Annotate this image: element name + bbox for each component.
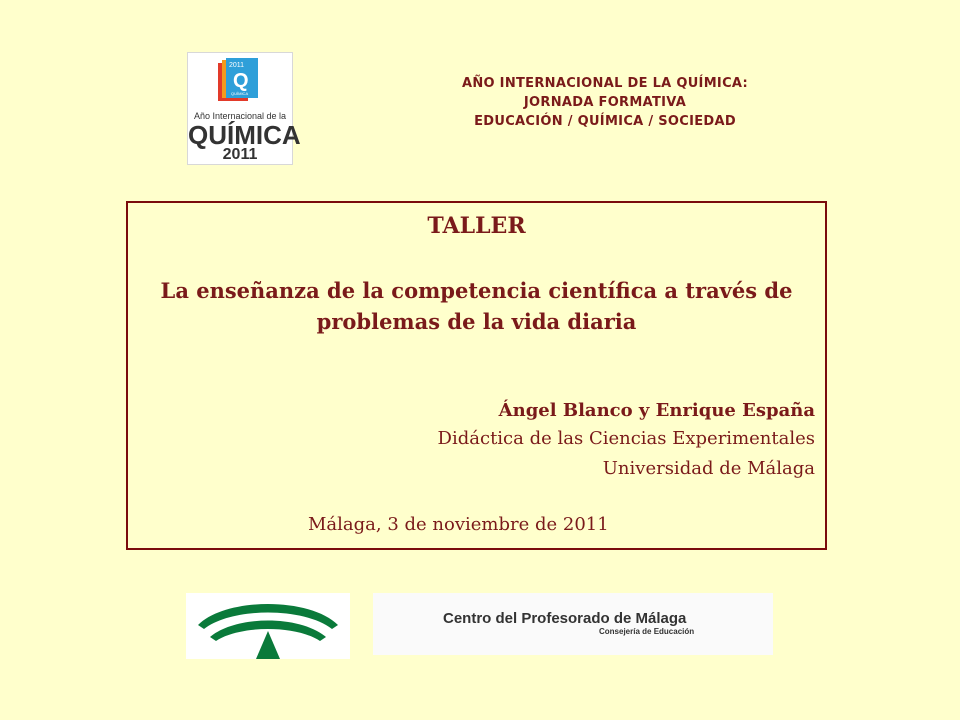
cep-title: Centro del Profesorado de Málaga	[443, 610, 687, 627]
svg-text:2011: 2011	[229, 62, 245, 69]
header-line-1: AÑO INTERNACIONAL DE LA QUÍMICA:	[461, 76, 749, 91]
cep-subtitle: Consejería de Educación	[599, 627, 695, 636]
taller-label: TALLER	[427, 213, 526, 239]
cep-malaga-logo	[373, 593, 773, 655]
svg-text:QUÍMICA: QUÍMICA	[231, 91, 249, 96]
junta-emblem-icon	[186, 593, 350, 659]
quimica-book-icon	[216, 57, 264, 103]
junta-andalucia-logo	[186, 593, 350, 659]
talk-title-line-1: La enseñanza de la competencia científica a través de	[160, 278, 793, 303]
event-date: Málaga, 3 de noviembre de 2011	[308, 514, 609, 535]
header-line-2: JORNADA FORMATIVA	[523, 95, 687, 110]
svg-text:Q: Q	[233, 70, 249, 92]
talk-title	[128, 275, 825, 337]
logo-line-year: 2011	[222, 146, 258, 163]
authors: Ángel Blanco y Enrique España	[498, 400, 815, 421]
header-line-3: EDUCACIÓN / QUÍMICA / SOCIEDAD	[474, 114, 736, 129]
title-box	[126, 201, 827, 550]
department: Didáctica de las Ciencias Experimentales	[437, 428, 815, 449]
logo-line-ano: Año Internacional de la	[193, 111, 287, 121]
quimica-2011-logo	[187, 52, 301, 165]
talk-title-line-2: problemas de la vida diaria	[316, 309, 637, 334]
event-header	[400, 74, 810, 131]
logo-line-quimica: QUÍMICA	[188, 120, 301, 150]
university: Universidad de Málaga	[602, 458, 815, 479]
